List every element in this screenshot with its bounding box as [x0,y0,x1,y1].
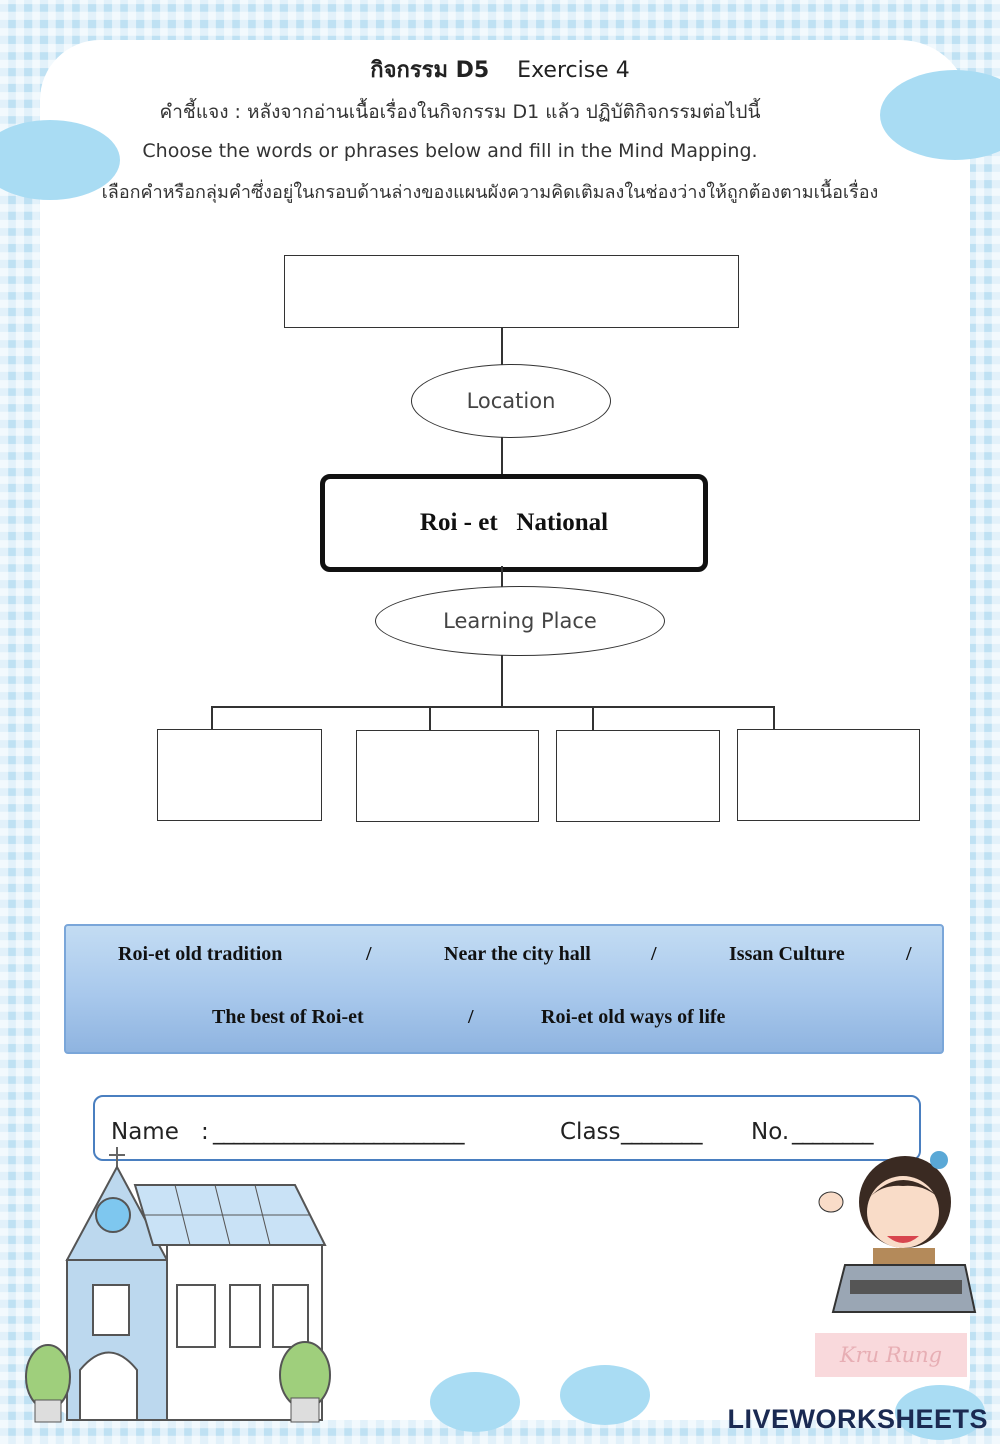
instruction-english: Choose the words or phrases below and fill in the Mind Mapping. [142,140,758,162]
liveworksheets-logo[interactable]: LIVEWORKSHEETS [727,1404,988,1434]
branch-drop [211,706,213,730]
branch-drop [429,706,431,730]
answer-box-3[interactable] [556,730,720,822]
title-exercise: Exercise 4 [517,58,630,83]
location-ellipse [411,364,611,438]
branch-drop [773,706,775,730]
word-option[interactable]: Roi-et old tradition [118,943,283,965]
separator: / [651,943,657,965]
word-option[interactable]: The best of Roi-et [212,1006,364,1028]
answer-box-top[interactable] [284,255,739,328]
separator: / [906,943,912,965]
center-topic-box [320,474,708,572]
cloud-decoration [560,1365,650,1425]
name-input[interactable]: _________________________ [213,1119,463,1145]
title-activity: กิจกรรม D5 [370,58,490,83]
instruction-thai: คำชี้แจง : หลังจากอ่านเนื้อเรื่องในกิจกรรม D1 แล้ว ปฏิบัติกิจกรรมต่อไปนี้ [159,101,761,123]
word-option[interactable]: Roi-et old ways of life [541,1006,726,1028]
instruction-thai-2: เลือกคำหรือกลุ่มคำซึ่งอยู่ในกรอบด้านล่างของแผนผังความคิดเติมลงในช่องว่างให้ถูกต้องตามเนื้อเรื่อง [101,182,879,203]
house-illustration [25,1145,345,1425]
cloud-decoration [430,1372,520,1432]
branch-drop [592,706,594,730]
center-topic: Roi - et National [419,509,609,536]
separator: / [468,1006,474,1028]
class-label: Class [560,1119,621,1145]
credit-badge: Kru Rung [815,1333,967,1377]
page-title [0,52,1000,87]
name-label: Name [111,1119,179,1145]
location-label: Location [466,389,556,413]
answer-box-4[interactable] [737,729,920,821]
answer-box-2[interactable] [356,730,539,822]
connector-line [501,566,503,588]
number-label: No. [751,1119,790,1145]
number-input[interactable]: ________ [792,1119,872,1145]
branch-line [211,706,774,708]
connector-line [501,437,503,475]
name-colon: : [201,1119,209,1145]
connector-line [501,327,503,365]
word-option[interactable]: Near the city hall [444,943,591,965]
word-bank [64,924,944,1054]
connector-line [501,655,503,707]
teacher-cartoon [815,1140,985,1320]
class-input[interactable]: ________ [621,1119,701,1145]
separator: / [366,943,372,965]
answer-box-1[interactable] [157,729,322,821]
learning-place-ellipse [375,586,665,656]
learning-place-label: Learning Place [443,609,597,633]
word-option[interactable]: Issan Culture [729,943,845,965]
